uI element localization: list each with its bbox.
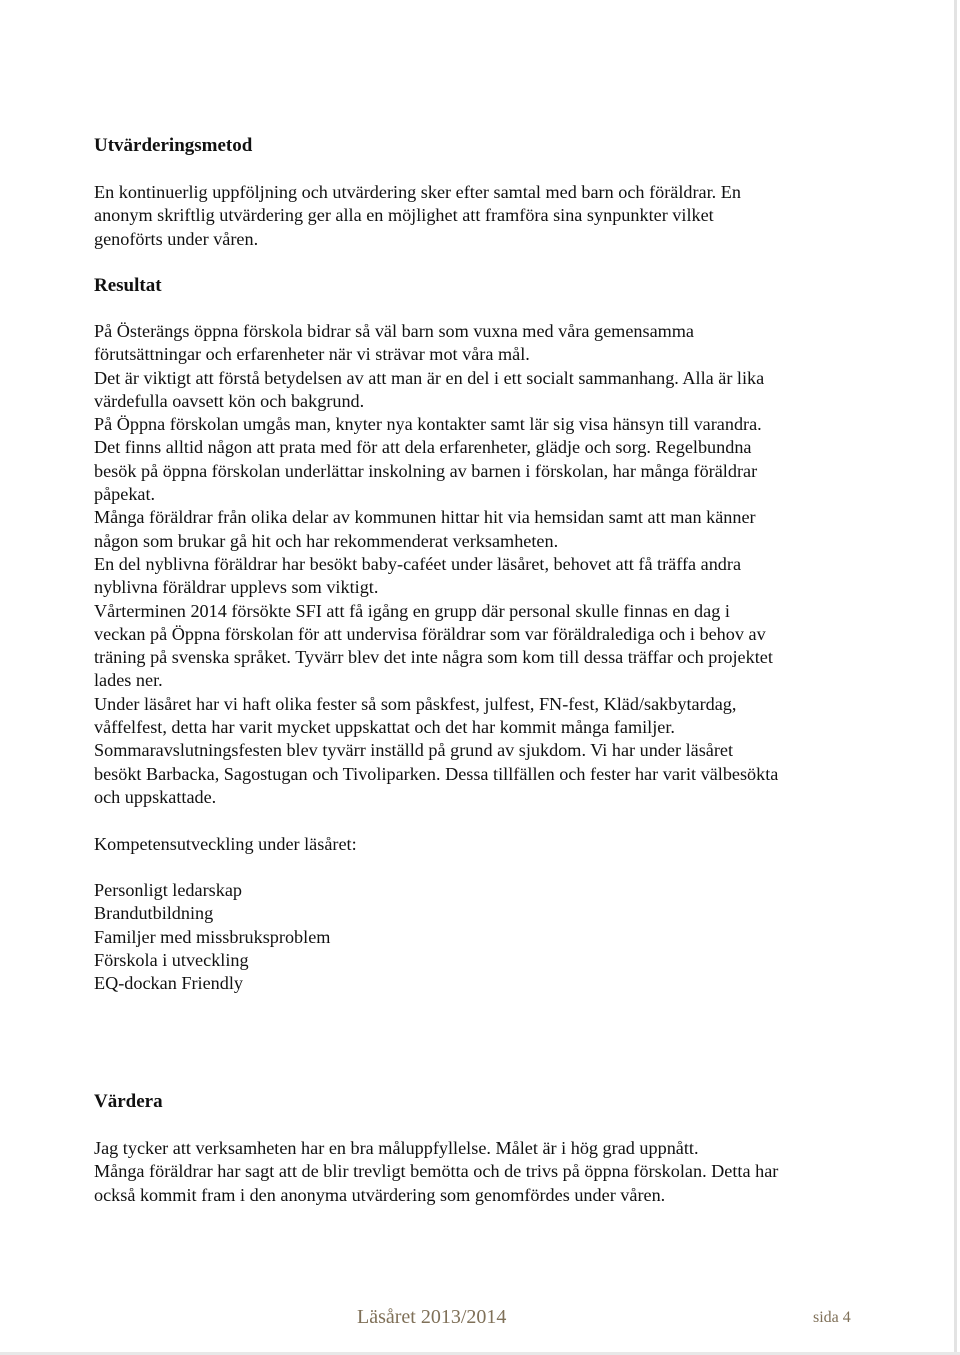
text-line: också kommit fram i den anonyma utvärdering som genomfördes under våren. — [94, 1184, 666, 1205]
text-line: träning på svenska språket. Tyvärr blev det inte några som kom till dessa träffar och projektet — [94, 647, 773, 668]
list-item: Personligt ledarskap — [94, 880, 242, 900]
text-line: värdefulla oavsett kön och bakgrund. — [94, 390, 365, 411]
text-line: Det är viktigt att förstå betydelsen av att man är en del i ett socialt sammanhang. Alla är lika — [94, 367, 765, 388]
page-edge-right — [954, 0, 957, 1355]
list-item: Förskola i utveckling — [94, 949, 249, 970]
text-line: Det finns alltid någon att prata med för att dela erfarenheter, glädje och sorg. Regelbundna — [94, 437, 752, 458]
heading-vardera: Värdera — [94, 1091, 163, 1112]
text-line: Många föräldrar har sagt att de blir trevligt bemötta och de trivs på öppna förskolan. Detta har — [94, 1161, 779, 1182]
text-line: veckan på Öppna förskolan för att undervisa föräldrar som var föräldralediga och i behov av — [94, 623, 766, 644]
text-line: Kompetensutveckling under läsåret: — [94, 834, 357, 854]
footer-term: Läsåret 2013/2014 — [357, 1306, 507, 1328]
list-item: EQ-dockan Friendly — [94, 973, 243, 994]
list-item: Familjer med missbruksproblem — [94, 926, 331, 947]
text-line: besök på öppna förskolan underlättar inskolning av barnen i förskolan, har många föräldrar — [94, 460, 758, 481]
heading-utvarderingsmetod: Utvärderingsmetod — [94, 135, 253, 156]
text-line: Många föräldrar från olika delar av kommunen hittar hit via hemsidan samt att man känner — [94, 507, 756, 528]
text-line: nyblivna föräldrar upplevs som viktigt. — [94, 577, 379, 598]
text-line: våffelfest, detta har varit mycket uppskattat och det har kommit många familjer. — [94, 717, 675, 738]
text-line: Under läsåret har vi haft olika fester så som påskfest, julfest, FN-fest, Kläd/sakbytardag, — [94, 693, 737, 714]
footer-page-number: sida 4 — [813, 1309, 851, 1326]
paragraph-vardera — [94, 1137, 778, 1207]
paragraph-resultat — [94, 320, 778, 809]
text-line: Vårterminen 2014 försökte SFI att få igång en grupp där personal skulle finnas en dag i — [94, 600, 730, 621]
kompetens-intro — [94, 833, 357, 856]
text-line: och uppskattade. — [94, 786, 217, 807]
text-line: besökt Barbacka, Sagostugan och Tivoliparken. Dessa tillfällen och fester har varit välbesökta — [94, 763, 779, 784]
heading-resultat: Resultat — [94, 275, 162, 296]
paragraph-utvardering — [94, 181, 741, 251]
text-line: någon som brukar gå hit och har rekommenderat verksamheten. — [94, 530, 559, 551]
kompetens-list — [94, 879, 330, 995]
text-line: En del nyblivna föräldrar har besökt baby-caféet under läsåret, behovet att få träffa andra — [94, 553, 742, 574]
list-item: Brandutbildning — [94, 903, 214, 924]
text-line: Jag tycker att verksamheten har en bra måluppfyllelse. Målet är i hög grad uppnått. — [94, 1138, 699, 1158]
text-line: En kontinuerlig uppföljning och utvärdering sker efter samtal med barn och föräldrar. En — [94, 182, 741, 202]
text-line: På Öppna förskolan umgås man, knyter nya kontakter samt lär sig visa hänsyn till varandra. — [94, 414, 762, 435]
text-line: På Österängs öppna förskola bidrar så väl barn som vuxna med våra gemensamma — [94, 321, 695, 341]
text-line: Sommaravslutningsfesten blev tyvärr inställd på grund av sjukdom. Vi har under läsåret — [94, 740, 734, 761]
text-line: påpekat. — [94, 484, 156, 505]
text-line: genoförts under våren. — [94, 228, 259, 249]
text-line: lades ner. — [94, 670, 163, 691]
text-line: anonym skriftlig utvärdering ger alla en möjlighet att framföra sina synpunkter vilket — [94, 205, 714, 226]
text-line: förutsättningar och erfarenheter när vi strävar mot våra mål. — [94, 344, 530, 365]
